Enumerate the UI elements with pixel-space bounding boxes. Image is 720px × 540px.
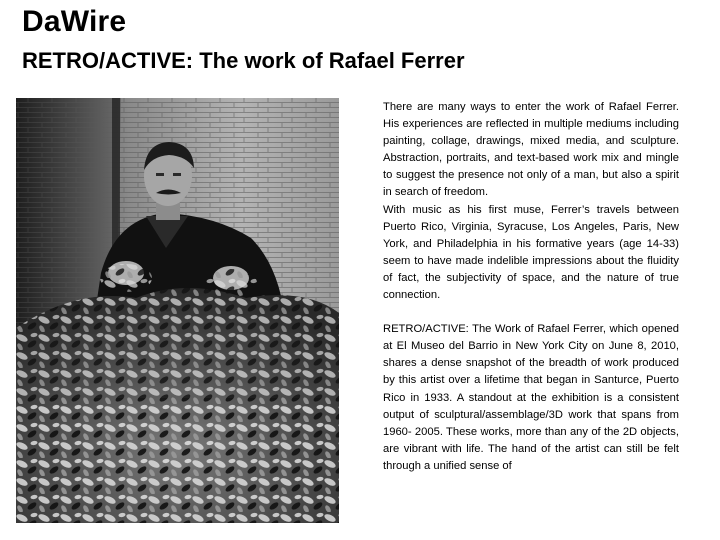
slide-subtitle: RETRO/ACTIVE: The work of Rafael Ferrer — [22, 48, 465, 73]
article-body — [383, 99, 679, 475]
paragraph-2: With music as his first muse, Ferrer’s travels between Puerto Rico, Virginia, Syracuse, Los Angeles, Paris, New York, and Philadelphia in his formative years (age 14-33) seem to have made indelible impressions about the fluidity of fact, the subjectivity of space, and the nature of true connection. — [383, 203, 679, 302]
artist-photo — [16, 98, 339, 523]
paragraph-1: There are many ways to enter the work of Rafael Ferrer. His experiences are reflected in multiple mediums including painting, collage, drawings, mixed media, and sculpture. Abstraction, portraits, and text-based work mix and mingle to suggest the presence not only of a man, but also a spirit in search of freedom. — [383, 101, 679, 199]
slide-title: DaWire — [22, 5, 127, 38]
paragraph-3: RETRO/ACTIVE: The Work of Rafael Ferrer, which opened at El Museo del Barrio in New York City on June 8, 2010, shares a dense snapshot of the breadth of work produced by this artist over a lifetime that began in Santurce, Puerto Rico in 1933. A standout at the exhibition is a consistent output of sculptural/assemblage/3D work that spans from 1960- 2005. These works, more than any of the 2D objects, are vibrant with life. The hand of the artist can still be felt through a unified sense of — [383, 323, 679, 472]
